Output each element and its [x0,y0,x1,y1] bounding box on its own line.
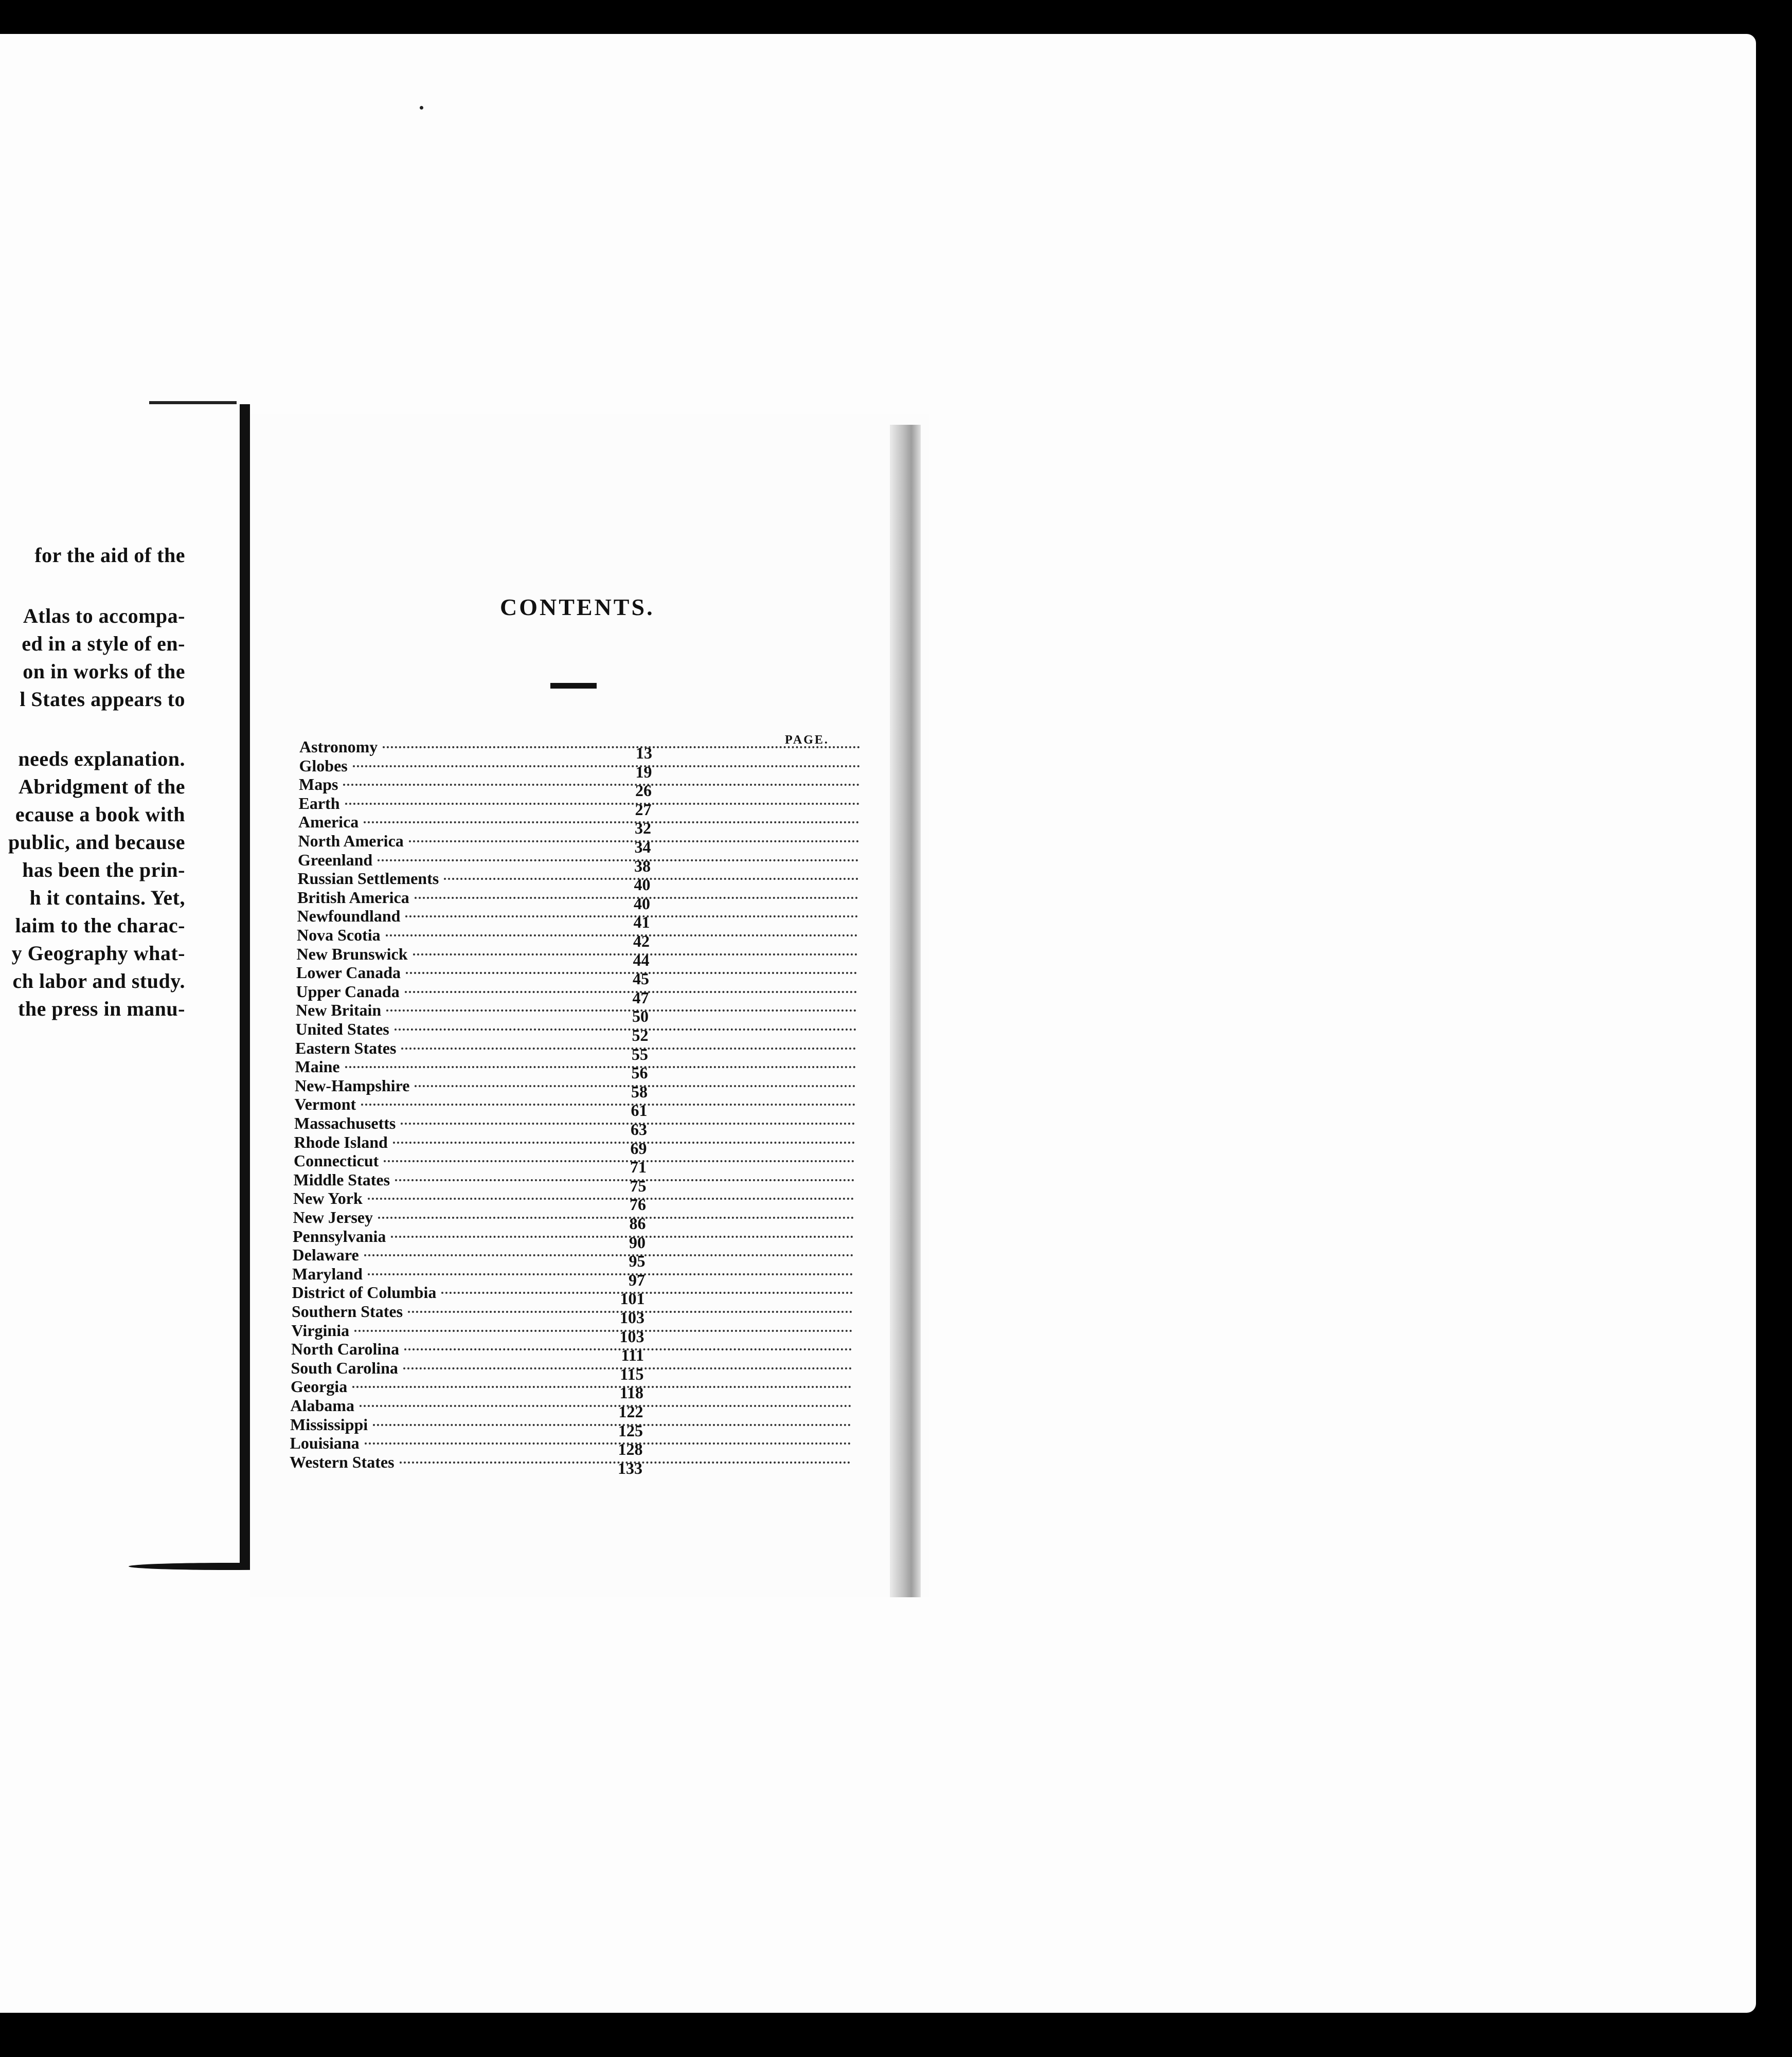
toc-entry-label: New Britain [296,1001,382,1020]
toc-entry-label: District of Columbia [292,1283,437,1302]
toc-entry-label: Globes [299,756,348,775]
title-rule [550,683,597,689]
dot-leader [378,1217,854,1219]
toc-entry [291,1377,856,1402]
scan-border [0,2013,1792,2057]
toc-entry-label: America [298,813,359,832]
toc-entry [295,1020,862,1044]
toc-entry [295,1038,861,1063]
toc-entry-label: Maps [299,775,338,794]
toc-entry-page-number: 19 [635,762,652,781]
toc-entry-label: Delaware [292,1246,359,1265]
toc-entry-page-number: 55 [632,1044,648,1063]
left-page-text-line: on in works of the [23,660,185,683]
toc-entry-page-number: 111 [621,1346,644,1365]
dot-leader [409,840,859,842]
toc-entry-page-number: 90 [629,1233,646,1252]
toc-entry [299,737,865,762]
toc-entry-page-number: 97 [629,1270,645,1289]
dot-leader [343,784,859,786]
toc-entry [297,907,863,932]
dot-leader [395,1179,854,1181]
dot-leader [373,1424,851,1426]
toc-entry [291,1340,857,1365]
dot-leader [361,1104,855,1106]
dot-leader [386,1009,856,1012]
toc-entry-label: Maryland [292,1264,363,1283]
top-rule [149,401,237,404]
toc-entry-page-number: 38 [634,856,651,875]
toc-entry-page-number: 95 [629,1252,646,1271]
toc-entry-page-number: 42 [633,932,650,950]
toc-entry [298,850,864,875]
toc-entry [290,1434,856,1459]
toc-entry-label: Massachusetts [294,1114,396,1132]
toc-entry-label: Rhode Island [294,1132,388,1151]
toc-entry-label: South Carolina [291,1358,398,1377]
toc-entry [294,1151,859,1177]
left-page-text-line: the press in manu- [18,997,185,1020]
page-title: CONTENTS. [500,594,655,620]
left-page-text-line: public, and because [8,831,185,854]
left-page-text-line: y Geography what- [11,942,185,965]
toc-entry-label: Louisiana [290,1434,360,1453]
toc-entry-label: United States [295,1020,389,1038]
dot-leader [354,1330,852,1332]
toc-entry-label: Maine [295,1057,340,1076]
toc-entry-page-number: 115 [620,1364,644,1383]
toc-entry-page-number: 103 [619,1327,644,1346]
dot-leader [378,859,858,861]
toc-entry-page-number: 50 [632,1007,649,1026]
toc-entry-page-number: 52 [632,1026,649,1044]
page-edge-shadow [890,425,921,1597]
toc-entry-page-number: 44 [633,950,650,969]
toc-entry-page-number: 56 [631,1063,648,1082]
dot-leader [365,1442,851,1445]
toc-entry [296,963,862,988]
toc-entry-label: Eastern States [295,1038,397,1057]
toc-entry [290,1452,855,1477]
toc-entry-label: Middle States [293,1170,390,1189]
toc-entry-page-number: 122 [618,1402,643,1421]
dot-leader [384,1160,854,1162]
toc-entry [297,869,864,894]
toc-entry-label: New Brunswick [296,944,408,963]
toc-entry-label: New Jersey [293,1208,373,1226]
toc-entry-page-number: 69 [630,1139,647,1158]
toc-entry-page-number: 63 [631,1120,647,1139]
toc-entry-page-number: 125 [618,1421,643,1440]
toc-entry-page-number: 45 [633,969,649,988]
dot-leader [393,1142,855,1144]
toc-entry-label: Mississippi [290,1415,368,1434]
toc-entry-page-number: 40 [634,894,650,913]
dot-leader [444,878,858,880]
toc-entry-label: Virginia [291,1321,350,1340]
toc-entry [293,1189,859,1214]
toc-entry-label: Georgia [291,1377,348,1396]
dot-leader [353,765,860,767]
toc-entry-page-number: 118 [619,1383,643,1402]
toc-entry [299,775,865,800]
toc-entry-label: New-Hampshire [295,1076,410,1095]
toc-entry-page-number: 41 [633,913,650,932]
toc-entry-label: Greenland [298,850,373,869]
toc-entry-label: North America [298,832,404,850]
toc-entry-page-number: 34 [634,838,651,856]
toc-entry [295,1076,861,1101]
toc-entry-label: Alabama [290,1396,354,1415]
dot-leader [345,803,859,805]
toc-entry-page-number: 76 [630,1195,646,1214]
toc-entry [296,944,863,969]
page-column-heading: PAGE. [785,733,829,747]
toc-entry-label: Connecticut [294,1151,379,1170]
toc-entry [298,793,865,819]
toc-entry-page-number: 101 [620,1289,645,1308]
left-page-text-line: ecause a book with [15,803,185,826]
toc-entry-label: Upper Canada [296,982,400,1001]
toc-entry [292,1246,858,1271]
left-page-text-line: ed in a style of en- [22,632,185,655]
toc-entry-page-number: 61 [631,1101,648,1120]
toc-entry [292,1283,858,1308]
toc-entry [292,1302,857,1327]
toc-entry-page-number: 27 [635,800,652,819]
toc-entry [293,1170,859,1195]
toc-entry-label: Pennsylvania [293,1226,386,1246]
toc-entry [296,982,862,1007]
toc-entry-label: Russian Settlements [297,869,439,888]
toc-entry [296,1001,862,1026]
toc-entry-label: New York [293,1189,363,1208]
toc-entry-page-number: 40 [634,875,651,894]
toc-entry-page-number: 47 [632,988,649,1007]
toc-entry-page-number: 13 [636,744,652,762]
dot-leader [401,1048,856,1050]
left-page-text-line: h it contains. Yet, [29,886,185,909]
toc-entry [297,888,863,913]
toc-entry-label: Newfoundland [297,907,401,926]
toc-entry [298,832,864,856]
toc-entry [294,1095,861,1120]
toc-entry [299,756,865,781]
dot-leader [368,1273,853,1275]
left-page-text-line: has been the prin- [22,858,185,881]
toc-entry-label: Southern States [292,1302,403,1321]
toc-entry [290,1396,856,1421]
toc-entry [295,1057,861,1082]
toc-entry-label: Vermont [294,1095,356,1114]
dot-leader [352,1386,851,1388]
toc-entry-label: North Carolina [291,1340,400,1359]
ink-speck [420,106,423,110]
left-page-text-line: ch labor and study. [12,969,185,993]
dot-leader [383,746,860,748]
book-spine-line [240,404,250,1566]
left-page-fragment [0,34,242,2013]
toc-entry-page-number: 58 [631,1082,648,1101]
toc-entry [293,1226,858,1252]
toc-entry-page-number: 75 [630,1176,647,1195]
left-page-text-line: needs explanation. [18,747,185,770]
scanned-spread [0,34,1756,2013]
toc-entry-page-number: 133 [618,1458,642,1477]
toc-entry [294,1132,860,1158]
dot-leader [364,821,859,823]
toc-entry-page-number: 32 [635,819,651,838]
dot-leader [405,991,857,993]
toc-entry-page-number: 103 [620,1308,644,1327]
dot-leader [406,972,857,974]
left-page-text-line: l States appears to [20,688,185,711]
dot-leader [391,1236,853,1238]
toc-entry [297,926,863,950]
toc-entry-label: Lower Canada [296,963,401,982]
toc-entry-page-number: 26 [635,781,652,800]
toc-entry [290,1415,856,1440]
dot-leader [364,1254,853,1256]
left-page-text-line: Abridgment of the [18,775,185,798]
dot-leader [401,1123,855,1125]
toc-entry-page-number: 71 [630,1158,647,1177]
dot-leader [405,915,857,917]
toc-entry [291,1321,857,1346]
left-page-text-line: Atlas to accompa- [23,604,185,627]
toc-entry-label: Western States [290,1452,395,1471]
toc-entry-label: Astronomy [299,737,378,756]
left-page-text-line: for the aid of the [34,544,185,567]
toc-entry [294,1114,860,1139]
toc-entry-label: British America [297,888,409,907]
toc-entry-label: Earth [298,793,340,813]
toc-entry-page-number: 86 [629,1214,646,1233]
left-page-text-line: laim to the charac- [15,914,185,937]
toc-entry [292,1264,858,1289]
dot-leader [395,1028,856,1031]
dot-leader [368,1198,854,1200]
toc-entry [298,813,864,838]
dot-leader [345,1066,856,1068]
dot-leader [441,1292,852,1294]
toc-entry-label: Nova Scotia [297,926,381,944]
dot-leader [386,934,857,936]
toc-entry-page-number: 128 [618,1440,643,1459]
toc-entry [293,1208,859,1233]
toc-entry [291,1358,857,1383]
dot-leader [360,1405,851,1407]
